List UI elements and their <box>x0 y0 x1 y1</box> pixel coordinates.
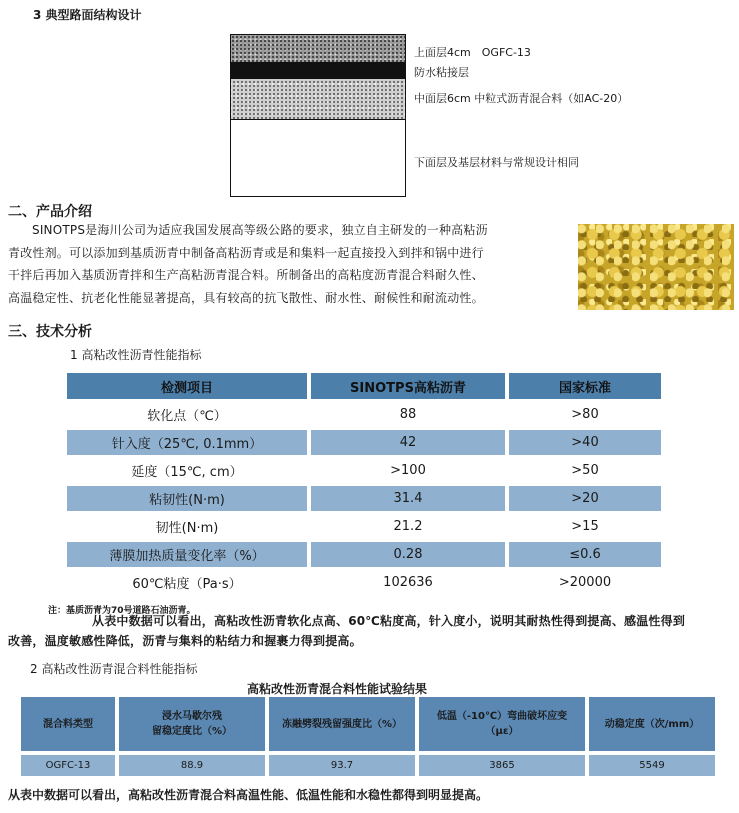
table-cell: >50 <box>509 458 661 483</box>
table-cell: 93.7 <box>269 755 415 776</box>
table-cell: >80 <box>509 402 661 427</box>
header-text: 动稳定度（次/mm） <box>604 718 700 730</box>
table-header-cell <box>119 697 265 751</box>
table-cell: ≤0.6 <box>509 542 661 567</box>
table-cell: 102636 <box>311 570 505 595</box>
table-cell: 31.4 <box>311 486 505 511</box>
header-text: 留稳定度比（%） <box>151 726 233 737</box>
table-header-cell <box>589 697 715 751</box>
table-cell: >20000 <box>509 570 661 595</box>
section3-heading: 3 典型路面结构设计 <box>33 8 142 22</box>
layer-label-surface: 上面层4cm OGFC-13 <box>414 46 531 59</box>
waterproof-layer <box>230 62 406 79</box>
conclusion-text: 从表中数据可以看出，高粘改性沥青混合料高温性能、低温性能和水稳性都得到明显提高。 <box>8 788 489 802</box>
table-row <box>67 402 661 427</box>
table-header-row <box>67 373 661 399</box>
header-text: 浸水马歇尔残 <box>162 711 222 722</box>
table-row <box>21 755 715 776</box>
table-cell: 延度（15℃, cm） <box>67 458 307 483</box>
table-cell: 42 <box>311 430 505 455</box>
table-cell: 韧性(N·m) <box>67 514 307 539</box>
table-cell: >100 <box>311 458 505 483</box>
table-header-cell: 国家标准 <box>509 373 661 399</box>
asphalt-aggregate-photo <box>578 224 734 310</box>
table-row <box>67 486 661 511</box>
base-layer <box>230 119 406 197</box>
layer-label-waterproof: 防水粘接层 <box>414 66 469 79</box>
table-row <box>67 458 661 483</box>
table-cell: 60℃粘度（Pa·s） <box>67 570 307 595</box>
tech-heading: 三、技术分析 <box>8 324 92 340</box>
table-header-row <box>21 697 715 751</box>
table-cell: 21.2 <box>311 514 505 539</box>
table-header-cell <box>419 697 585 751</box>
table-cell: 0.28 <box>311 542 505 567</box>
table-cell: 薄膜加热质量变化率（%） <box>67 542 307 567</box>
table-header-cell <box>269 697 415 751</box>
product-intro-heading: 二、产品介绍 <box>8 204 92 220</box>
table-header-cell <box>21 697 115 751</box>
analysis-line: 从表中数据可以看出，高粘改性沥青软化点高、60℃粘度高，针入度小，说明其耐热性得到提高、感温性得到 <box>92 614 686 628</box>
table-cell: 5549 <box>589 755 715 776</box>
table-row <box>67 514 661 539</box>
header-text: （με） <box>485 726 519 737</box>
table-cell: 88.9 <box>119 755 265 776</box>
header-text: 混合料类型 <box>43 718 93 730</box>
table-cell: 针入度（25℃, 0.1mm） <box>67 430 307 455</box>
table-cell: >15 <box>509 514 661 539</box>
layer-label-base: 下面层及基层材料与常规设计相同 <box>414 156 579 169</box>
table-note: 注：基质沥青为70号道路石油沥青。 <box>48 606 196 616</box>
table-header-cell: 检测项目 <box>67 373 307 399</box>
layer-label-middle: 中面层6cm 中粒式沥青混合料（如AC-20） <box>414 92 629 105</box>
asphalt-performance-table <box>67 370 661 598</box>
table-header-cell: SINOTPS高粘沥青 <box>311 373 505 399</box>
table-cell: 3865 <box>419 755 585 776</box>
intro-line: 高温稳定性、抗老化性能显著提高，具有较高的抗飞散性、耐水性、耐候性和耐流动性。 <box>8 290 484 305</box>
product-intro-text <box>8 219 573 309</box>
surface-layer <box>230 34 406 62</box>
middle-layer <box>230 79 406 119</box>
intro-line: 干拌后再加入基质沥青拌和生产高粘沥青混合料。所制备出的高粘度沥青混合料耐久性、 <box>8 268 484 282</box>
mixture-performance-table <box>21 697 715 776</box>
table2-title: 高粘改性沥青混合料性能试验结果 <box>247 682 428 696</box>
analysis-line: 改善，温度敏感性降低，沥青与集料的粘结力和握裹力得到提高。 <box>8 634 362 648</box>
table-row <box>67 430 661 455</box>
header-text: 低温（-10℃）弯曲破坏应变 <box>436 711 568 722</box>
header-text: 冻融劈裂残留强度比（%） <box>281 718 403 730</box>
table-cell: OGFC-13 <box>21 755 115 776</box>
intro-line: SINOTPS是海川公司为适应我国发展高等级公路的要求，独立自主研发的一种高粘沥 <box>32 223 488 237</box>
table-cell: 软化点（℃） <box>67 402 307 427</box>
table-cell: 88 <box>311 402 505 427</box>
table-cell: >40 <box>509 430 661 455</box>
analysis-text <box>8 611 733 651</box>
table-cell: 粘韧性(N·m) <box>67 486 307 511</box>
tech-subheading-1: 1 高粘改性沥青性能指标 <box>70 348 202 362</box>
table-row <box>67 570 661 595</box>
table-row <box>67 542 661 567</box>
tech-subheading-2: 2 高粘改性沥青混合料性能指标 <box>30 662 198 676</box>
intro-line: 青改性剂。可以添加到基质沥青中制备高粘沥青或是和集料一起直接投入到拌和锅中进行 <box>8 245 484 260</box>
table-cell: >20 <box>509 486 661 511</box>
